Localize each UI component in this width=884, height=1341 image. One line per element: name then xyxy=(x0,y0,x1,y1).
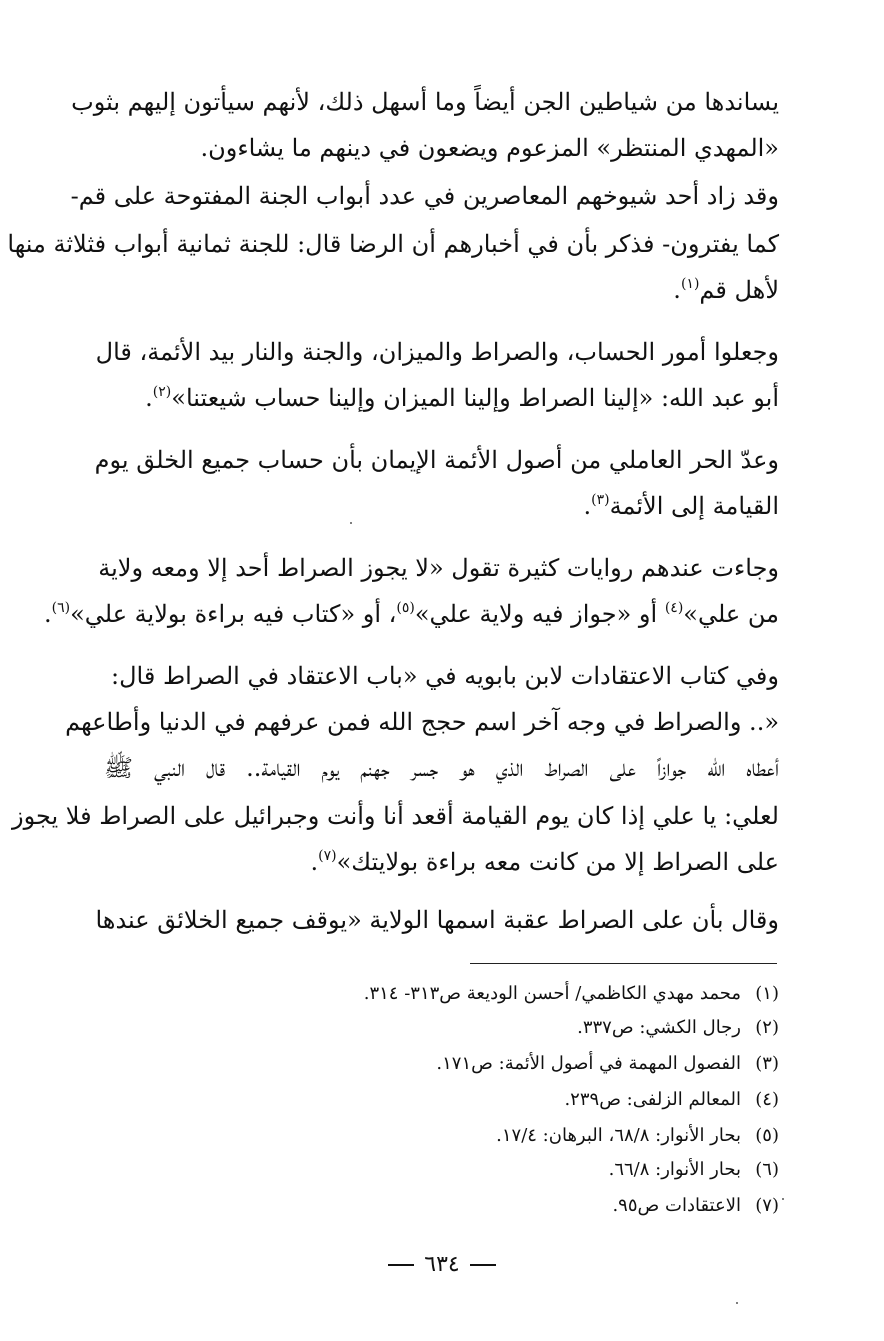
page-number-dash xyxy=(470,1264,496,1266)
footnote-text: رجال الكشي: ص٣٣٧. xyxy=(577,1017,741,1038)
body-line: وقال بأن على الصراط عقبة اسمها الولاية «يوقف جميع الخلائق عندها xyxy=(95,906,779,934)
body-line: وفي كتاب الاعتقادات لابن بابويه في «باب الاعتقاد في الصراط قال: xyxy=(111,662,779,690)
footnote xyxy=(609,1156,779,1184)
footnote-text: المعالم الزلفى: ص٢٣٩. xyxy=(564,1089,741,1110)
body-text: القيامة إلى الأئمة xyxy=(609,492,779,520)
body-line: يساندها من شياطين الجن أيضاً وما أسهل ذلك، لأنهم سيأتون إليهم بثوب xyxy=(71,88,779,116)
footnote xyxy=(564,1086,779,1114)
footnote-number: (٤) xyxy=(755,1089,779,1110)
footnote-ref: (٦) xyxy=(51,600,71,616)
page-number xyxy=(0,1252,884,1277)
footnote-ref: (٥) xyxy=(396,600,415,616)
footnote xyxy=(364,980,779,1008)
body-text: . xyxy=(310,848,319,876)
body-line xyxy=(104,486,779,526)
scan-speck xyxy=(782,1198,784,1200)
body-text: . xyxy=(145,384,153,412)
body-line xyxy=(104,842,779,882)
body-line: «.. والصراط في وجه آخر اسم حجج الله فمن عرفهم في الدنيا وأطاعهم xyxy=(65,708,779,736)
body-text: على الصراط إلا من كانت معه براءة بولايتك» xyxy=(336,848,779,876)
footnote-text: بحار الأنوار: ٦٨/٨، البرهان: ١٧/٤. xyxy=(496,1125,741,1146)
body-line: وجعلوا أمور الحساب، والصراط والميزان، والجنة والنار بيد الأئمة، قال xyxy=(95,338,779,366)
scan-speck xyxy=(350,522,352,524)
footnote-number: (٢) xyxy=(755,1017,779,1038)
scan-speck xyxy=(736,1302,738,1304)
body-text: أو «جواز فيه ولاية علي» xyxy=(414,600,665,628)
footnote-number: (٦) xyxy=(755,1159,779,1180)
footnote-text: بحار الأنوار: ٦٦/٨. xyxy=(608,1159,741,1180)
body-text: . xyxy=(43,600,52,628)
body-line: أعطاه الله جوازاً على الصراط الذي هو جسر جهنم يوم القيامة.. قال النبي ﷺ xyxy=(104,754,779,782)
body-line xyxy=(43,594,779,634)
body-text: . xyxy=(673,276,681,304)
footnote xyxy=(612,1192,779,1220)
body-text: لأهل قم xyxy=(699,276,779,304)
body-line: «المهدي المنتظر» المزعوم ويضعون في دينهم ما يشاءون. xyxy=(200,134,779,162)
footnote-ref: (٤) xyxy=(664,600,684,616)
footnote-number: (١) xyxy=(755,983,779,1004)
footnote-number: (٥) xyxy=(755,1125,779,1146)
footnote-ref: (١) xyxy=(680,276,700,292)
body-line xyxy=(104,378,779,418)
body-line xyxy=(104,270,779,310)
body-line: وقد زاد أحد شيوخهم المعاصرين في عدد أبواب الجنة المفتوحة على قم- xyxy=(70,182,779,210)
footnote-number: (٧) xyxy=(755,1195,779,1216)
body-text: من علي» xyxy=(683,600,779,628)
body-line: لعلي: يا علي إذا كان يوم القيامة أقعد أنا وأنت وجبرائيل على الصراط فلا يجوز xyxy=(12,802,779,830)
body-line: وعدّ الحر العاملي من أصول الأئمة الإيمان بأن حساب جميع الخلق يوم xyxy=(94,446,779,474)
body-text: . xyxy=(583,492,592,520)
footnote-text: محمد مهدي الكاظمي/ أحسن الوديعة ص٣١٣- ٣١٤. xyxy=(363,983,741,1004)
body-line: كما يفترون- فذكر بأن في أخبارهم أن الرضا قال: للجنة ثمانية أبواب فثلاثة منها xyxy=(7,230,779,258)
footnote-text: الفصول المهمة في أصول الأئمة: ص١٧١. xyxy=(436,1053,741,1074)
body-line: وجاءت عندهم روايات كثيرة تقول «لا يجوز الصراط أحد إلا ومعه ولاية xyxy=(98,554,779,582)
footnote xyxy=(496,1122,779,1150)
footnote-text: الاعتقادات ص٩٥. xyxy=(612,1195,741,1216)
footnote-ref: (٢) xyxy=(152,384,172,400)
page-number-text: ٦٣٤ xyxy=(424,1252,460,1277)
footnote-number: (٣) xyxy=(755,1053,779,1074)
page-number-dash xyxy=(388,1264,414,1266)
body-text: أبو عبد الله: «إلينا الصراط وإلينا الميزان وإلينا حساب شيعتنا» xyxy=(171,384,779,412)
footnote-ref: (٧) xyxy=(318,848,337,864)
body-text: ، أو «كتاب فيه براءة بولاية علي» xyxy=(70,600,397,628)
footnote xyxy=(577,1014,779,1042)
footnote-separator xyxy=(470,963,777,964)
footnote-ref: (٣) xyxy=(591,492,610,508)
footnote xyxy=(436,1050,779,1078)
